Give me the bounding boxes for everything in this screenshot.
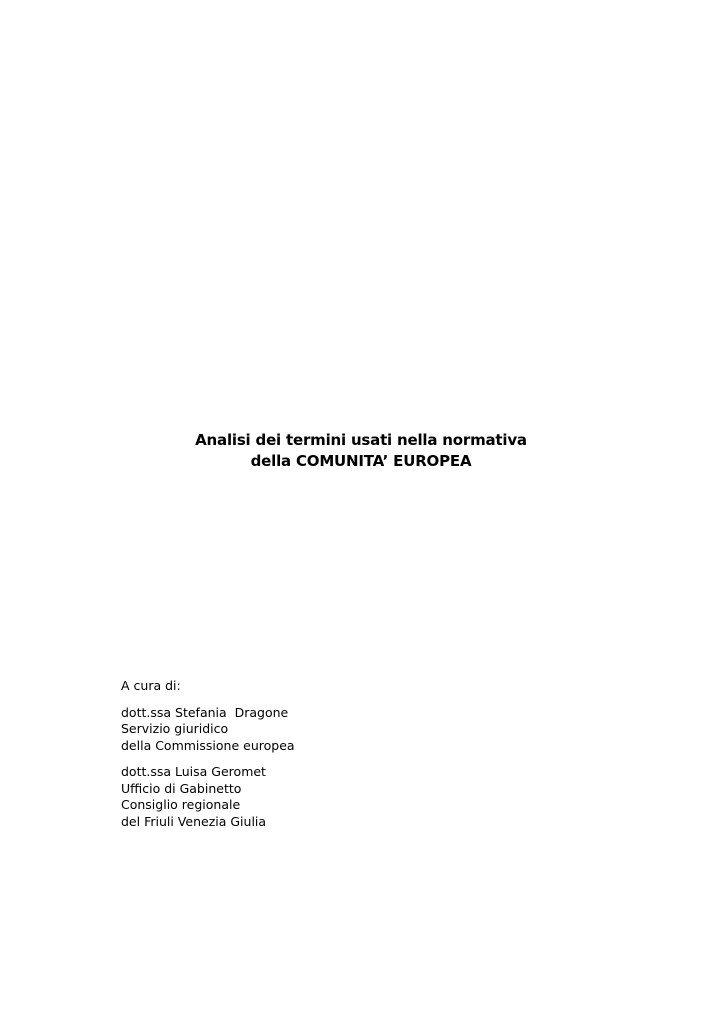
- credits-label: A cura di:: [121, 678, 181, 693]
- author-1-department: Servizio giuridico: [121, 721, 229, 736]
- author-1-name: dott.ssa Stefania Dragone: [121, 704, 289, 720]
- author-2-region: del Friuli Venezia Giulia: [121, 813, 267, 829]
- author-block-2: [121, 764, 295, 830]
- author-2-name: dott.ssa Luisa Geromet: [121, 764, 266, 779]
- credits-section: [121, 678, 295, 840]
- author-1-organization: della Commissione europea: [121, 737, 295, 753]
- author-2-organization: Consiglio regionale: [121, 797, 241, 812]
- document-title: [66, 430, 656, 472]
- title-line-2: della COMUNITA’ EUROPEA: [250, 452, 472, 470]
- title-line-1: Analisi dei termini usati nella normativa: [195, 431, 527, 449]
- author-block-1: [121, 705, 295, 755]
- author-2-department: Ufficio di Gabinetto: [121, 780, 242, 796]
